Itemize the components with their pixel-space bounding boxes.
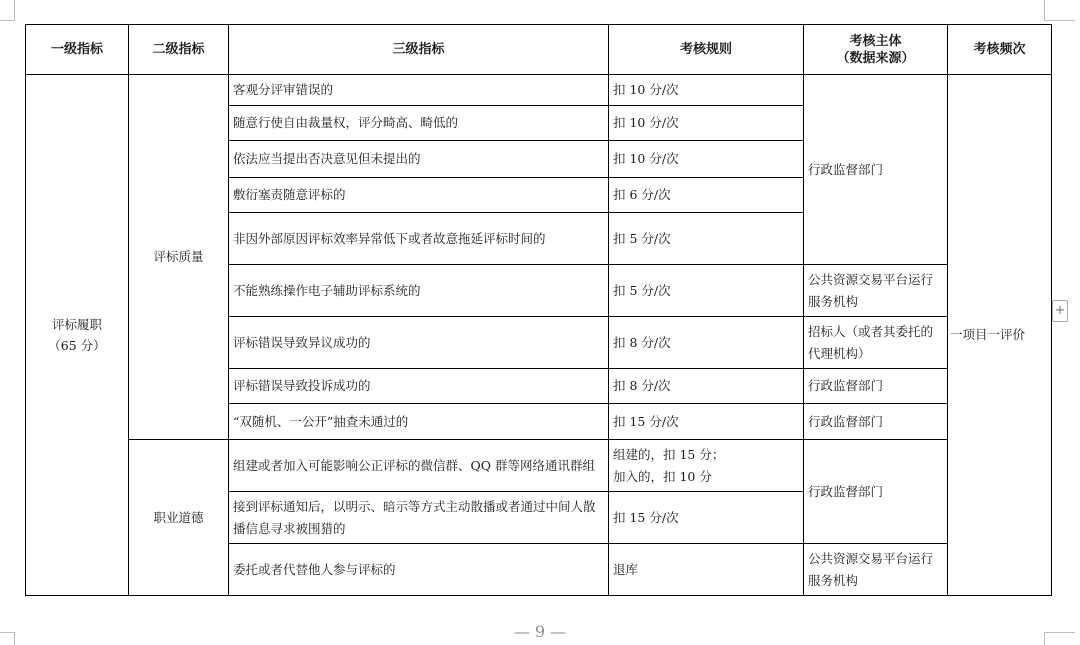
rule-cell: 扣 8 分/次 bbox=[609, 369, 804, 404]
item-cell: 评标错误导致异议成功的 bbox=[229, 317, 609, 369]
item-cell: 敷衍塞责随意评标的 bbox=[229, 178, 609, 213]
item-cell: 不能熟练操作电子辅助评标系统的 bbox=[229, 265, 609, 317]
rule-cell: 扣 5 分/次 bbox=[609, 213, 804, 265]
header-level2: 二级指标 bbox=[129, 25, 229, 75]
rule-cell: 扣 8 分/次 bbox=[609, 317, 804, 369]
rule-cell: 组建的，扣 15 分； 加入的，扣 10 分 bbox=[609, 440, 804, 492]
rule-cell: 扣 10 分/次 bbox=[609, 106, 804, 141]
header-frequency: 考核频次 bbox=[948, 25, 1052, 75]
item-cell: 接到评标通知后，以明示、暗示等方式主动散播或者通过中间人散播信息寻求被围猎的 bbox=[229, 492, 609, 544]
subject-cell: 行政监督部门 bbox=[804, 75, 948, 265]
table-row bbox=[26, 440, 1052, 492]
table-header-row bbox=[26, 25, 1052, 75]
table-row bbox=[26, 75, 1052, 106]
frequency-cell: 一项目一评价 bbox=[948, 75, 1052, 596]
subject-cell: 公共资源交易平台运行服务机构 bbox=[804, 265, 948, 317]
item-cell: 组建或者加入可能影响公正评标的微信群、QQ 群等网络通讯群组 bbox=[229, 440, 609, 492]
subject-cell: 行政监督部门 bbox=[804, 404, 948, 440]
expand-plus-button[interactable]: + bbox=[1052, 300, 1068, 322]
item-cell: 非因外部原因评标效率异常低下或者故意拖延评标时间的 bbox=[229, 213, 609, 265]
rule-cell: 扣 10 分/次 bbox=[609, 141, 804, 178]
rule-cell: 扣 6 分/次 bbox=[609, 178, 804, 213]
item-cell: 依法应当提出否决意见但未提出的 bbox=[229, 141, 609, 178]
subject-cell: 行政监督部门 bbox=[804, 440, 948, 544]
rule-cell: 扣 15 分/次 bbox=[609, 492, 804, 544]
header-level3: 三级指标 bbox=[229, 25, 609, 75]
rule-cell: 扣 15 分/次 bbox=[609, 404, 804, 440]
header-rule: 考核规则 bbox=[609, 25, 804, 75]
subject-cell: 行政监督部门 bbox=[804, 369, 948, 404]
level1-cell: 评标履职 （65 分） bbox=[26, 75, 129, 596]
item-cell: “双随机、一公开”抽查未通过的 bbox=[229, 404, 609, 440]
rule-cell: 退库 bbox=[609, 544, 804, 596]
level2-cell-ethics: 职业道德 bbox=[129, 440, 229, 596]
header-subject: 考核主体 （数据来源） bbox=[804, 25, 948, 75]
subject-cell: 公共资源交易平台运行服务机构 bbox=[804, 544, 948, 596]
crop-mark-top-right bbox=[1044, 0, 1075, 21]
rule-cell: 扣 10 分/次 bbox=[609, 75, 804, 106]
level2-cell-quality: 评标质量 bbox=[129, 75, 229, 440]
item-cell: 委托或者代替他人参与评标的 bbox=[229, 544, 609, 596]
header-level1: 一级指标 bbox=[26, 25, 129, 75]
item-cell: 客观分评审错误的 bbox=[229, 75, 609, 106]
page-number: — 9 — bbox=[513, 622, 567, 641]
rule-cell: 扣 5 分/次 bbox=[609, 265, 804, 317]
evaluation-table bbox=[25, 24, 1052, 596]
subject-cell: 招标人（或者其委托的代理机构） bbox=[804, 317, 948, 369]
item-cell: 随意行使自由裁量权，评分畸高、畸低的 bbox=[229, 106, 609, 141]
crop-mark-top-left bbox=[0, 0, 15, 21]
item-cell: 评标错误导致投诉成功的 bbox=[229, 369, 609, 404]
